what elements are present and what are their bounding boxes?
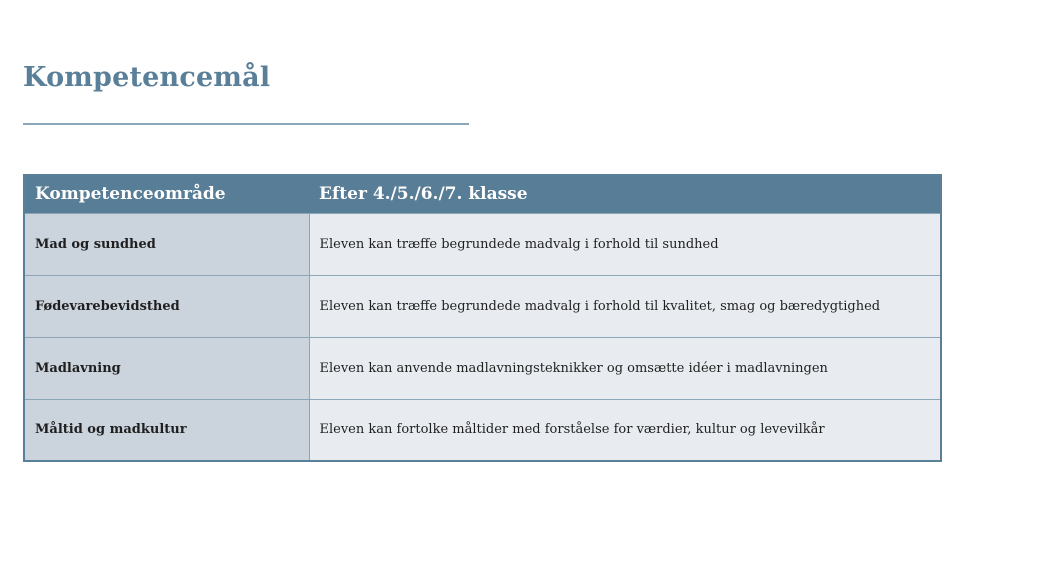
header-grade-level: Efter 4./5./6./7. klasse (309, 175, 941, 213)
competence-area-cell: Mad og sundhed (24, 213, 309, 275)
table-row (24, 337, 941, 399)
competence-area-cell: Madlavning (24, 337, 309, 399)
table-row (24, 399, 941, 461)
table-row (24, 213, 941, 275)
competence-goal-cell: Eleven kan fortolke måltider med forståelse for værdier, kultur og levevilkår (309, 399, 941, 461)
competence-goal-cell: Eleven kan træffe begrundede madvalg i forhold til kvalitet, smag og bæredygtighed (309, 275, 941, 337)
competence-area-cell: Fødevarebevidsthed (24, 275, 309, 337)
competence-goals-table (23, 174, 942, 462)
competence-area-cell: Måltid og madkultur (24, 399, 309, 461)
page-title: Kompetencemål (23, 62, 271, 93)
competence-goal-cell: Eleven kan træffe begrundede madvalg i forhold til sundhed (309, 213, 941, 275)
title-divider (23, 123, 469, 125)
table-row (24, 275, 941, 337)
competence-goal-cell: Eleven kan anvende madlavningsteknikker og omsætte idéer i madlavningen (309, 337, 941, 399)
header-competence-area: Kompetenceområde (24, 175, 309, 213)
table-header-row (24, 175, 941, 213)
